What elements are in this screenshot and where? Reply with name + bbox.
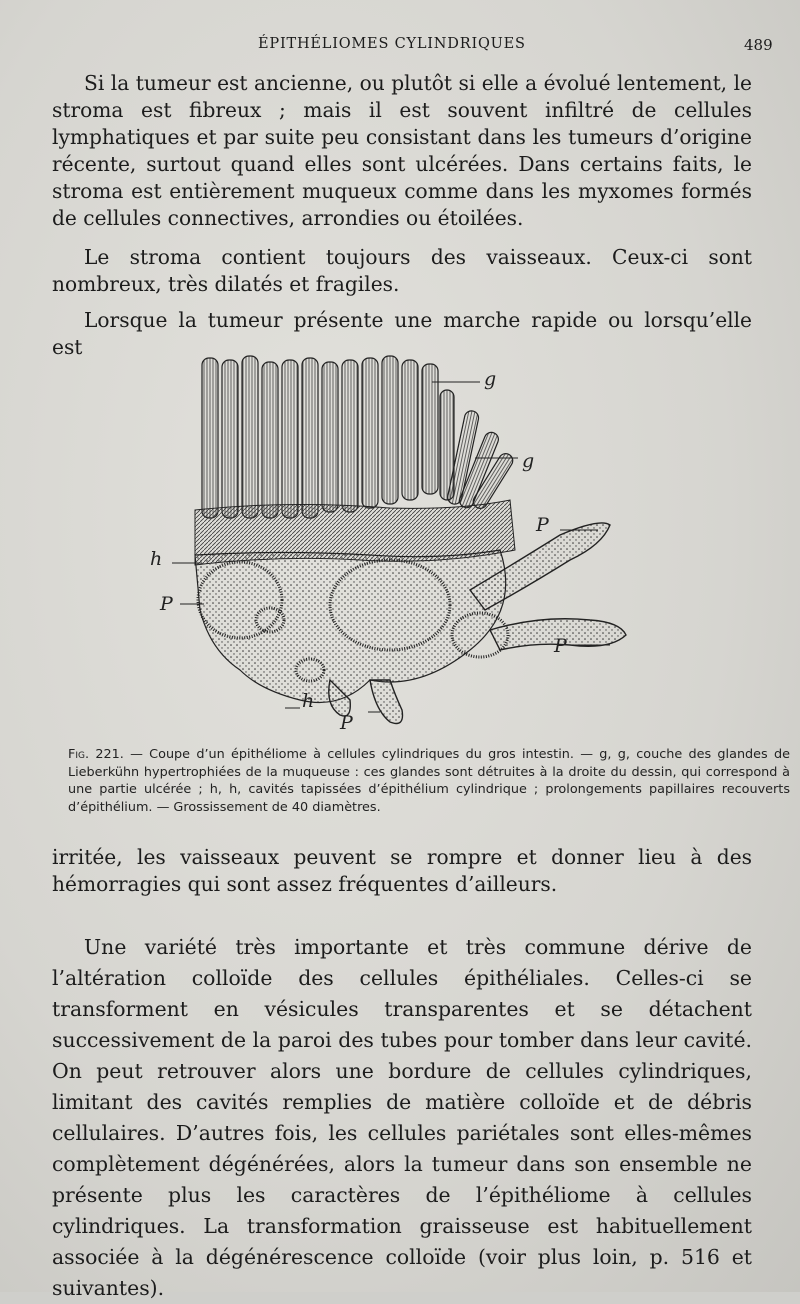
figure-label-p-upper-right: P: [536, 514, 549, 536]
page-header: [0, 36, 800, 56]
lieberkuhn-glands: [202, 356, 515, 518]
figure-label-p-left: P: [160, 593, 173, 615]
page-number: 489: [744, 36, 773, 54]
paragraph-stroma-vaisseaux: Le stroma contient toujours des vaisseaux. Ceux-ci sont nombreux, très dilatés et fragiles.: [52, 245, 752, 296]
figure-label-g-middle: g: [522, 450, 535, 472]
figure-label-h-left: h: [150, 548, 163, 570]
paragraph-hemorragies: irritée, les vaisseaux peuvent se rompre et donner lieu à des hémorragies qui sont assez fréquentes d’ailleurs.: [52, 845, 752, 896]
histology-engraving: [140, 350, 640, 740]
running-title: ÉPITHÉLIOMES CYLINDRIQUES: [258, 36, 526, 52]
figure-caption: [68, 746, 790, 816]
paragraph-marche-rapide: Lorsque la tumeur présente une marche rapide ou lorsqu’elle est: [52, 308, 752, 359]
paragraph-alteration-colloide: Une variété très importante et très commune dérive de l’altération colloïde des cellules épithéliales. Celles-ci se transforment en vésicules transparentes et se détachent successivement de la paroi des tubes pour tomber dans leur cavité. On peut retrouver alors une bordure de cellules cylindriques, limitant des cavités remplies de matière colloïde et de débris cellulaires. D’autres fois, les cellules pariétales sont elles-mêmes complètement dégénérées, alors la tumeur dans son ensemble ne présente plus les caractères de l’épithéliome à cellules cylindriques. La transformation graisseuse est habituellement associée à la dégénérescence colloïde (voir plus loin, p. 516 et suivantes).: [52, 935, 752, 1300]
figure-label-g-top: g: [484, 368, 497, 390]
figure-number: Fig. 221.: [68, 747, 124, 762]
figure-caption-text: — Coupe d’un épithéliome à cellules cylindriques du gros intestin. — g, g, couche des glandes de Lieberkühn hypertrophiées de la muqueuse : ces glandes sont détruites à la droite du dessin, qui correspond à une partie ulcérée ; h, h, cavités tapissées d’épithélium cylindrique ; prolongements papillaires recouverts d’épithélium. — Grossissement de 40 diamètres.: [68, 747, 790, 815]
histology-figure: [140, 350, 640, 740]
figure-label-h-bottom: h: [302, 690, 315, 712]
paragraph-stroma-fibreux: Si la tumeur est ancienne, ou plutôt si elle a évolué lentement, le stroma est fibreux ; mais il est souvent infiltré de cellules lymphatiques et par suite peu consistant dans les tumeurs d’origine récente, surtout quand elles sont ulcérées. Dans certains faits, le stroma est entièrement muqueux comme dans les myxomes formés de cellules connectives, arrondies ou étoilées.: [52, 71, 752, 230]
figure-label-p-right: P: [554, 635, 567, 657]
figure-label-p-bottom: P: [340, 712, 353, 734]
